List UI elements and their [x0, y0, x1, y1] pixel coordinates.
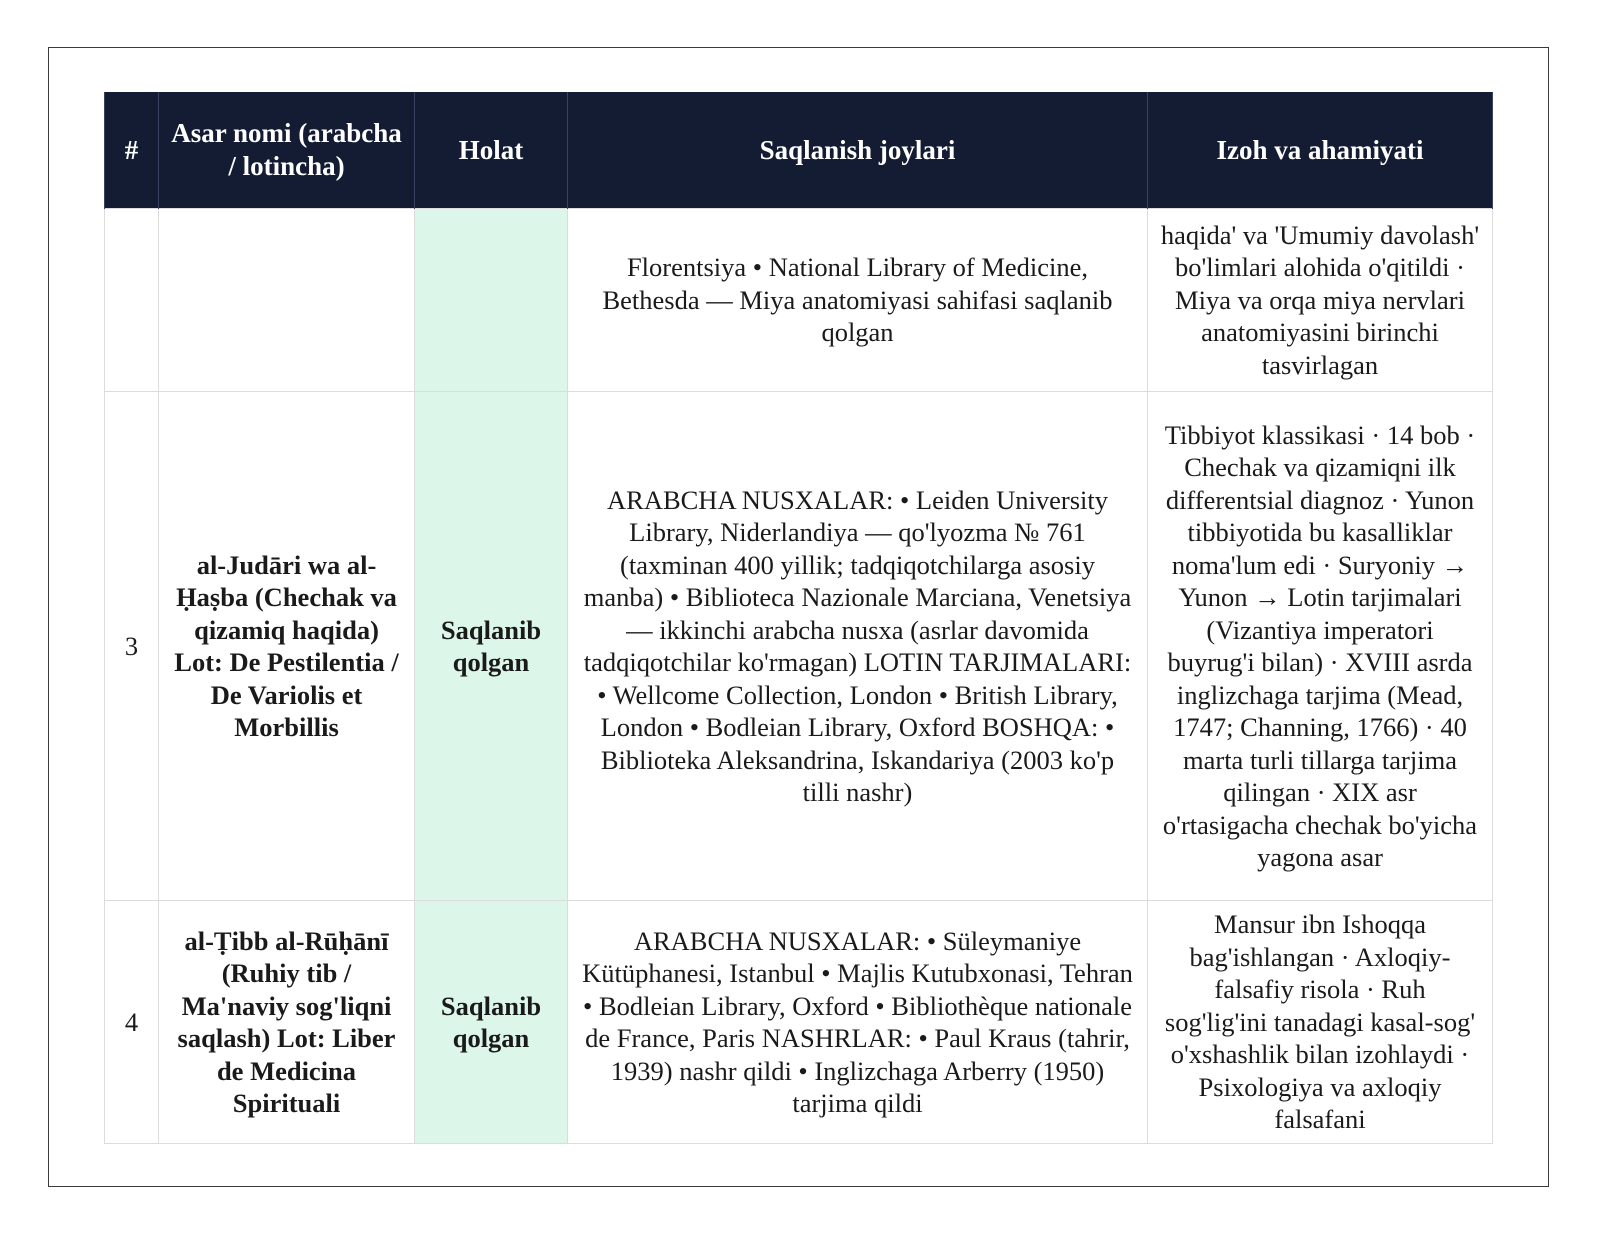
notes-cell: haqida' va 'Umumiy davolash' bo'limlari alohida o'qitildi · Miya va orqa miya nervlari anatomiyasini birinchi tasvirlagan	[1148, 209, 1493, 392]
header-locations: Saqlanish joylari	[568, 92, 1148, 209]
notes-cell: Mansur ibn Ishoqqa bag'ishlangan · Axloqiy-falsafiy risola · Ruh sog'lig'ini tanadagi kasal-sog' o'xshashlik bilan izohlaydi · Psixologiya va axloqiy falsafani	[1148, 901, 1493, 1144]
row-number: 3	[105, 392, 159, 901]
table-row	[105, 392, 1493, 901]
locations-cell: Florentsiya • National Library of Medicine, Bethesda — Miya anatomiyasi sahifasi saqlanib qolgan	[568, 209, 1148, 392]
manuscripts-table	[104, 92, 1493, 1144]
header-name: Asar nomi (arabcha / lotincha)	[159, 92, 415, 209]
work-title	[159, 209, 415, 392]
header-row	[105, 92, 1493, 209]
work-title: al-Ṭibb al-Rūḥānī (Ruhiy tib / Ma'naviy sog'liqni saqlash) Lot: Liber de Medicina Spirituali	[159, 901, 415, 1144]
header-notes: Izoh va ahamiyati	[1148, 92, 1493, 209]
row-number	[105, 209, 159, 392]
status-cell	[415, 209, 568, 392]
table-row	[105, 209, 1493, 392]
table-header	[105, 92, 1493, 209]
row-number: 4	[105, 901, 159, 1144]
locations-cell: ARABCHA NUSXALAR: • Süleymaniye Kütüphanesi, Istanbul • Majlis Kutubxonasi, Tehran • Bodleian Library, Oxford • Bibliothèque nationale de France, Paris NASHRLAR: • Paul Kraus (tahrir, 1939) nashr qildi • Inglizchaga Arberry (1950) tarjima qildi	[568, 901, 1148, 1144]
header-num: #	[105, 92, 159, 209]
notes-cell: Tibbiyot klassikasi · 14 bob · Chechak va qizamiqni ilk differentsial diagnoz · Yunon tibbiyotida bu kasalliklar noma'lum edi · Suryoniy → Yunon → Lotin tarjimalari (Vizantiya imperatori buyrug'i bilan) · XVIII asrda inglizchaga tarjima (Mead, 1747; Channing, 1766) · 40 marta turli tillarga tarjima qilingan · XIX asr o'rtasigacha chechak bo'yicha yagona asar	[1148, 392, 1493, 901]
locations-cell: ARABCHA NUSXALAR: • Leiden University Library, Niderlandiya — qo'lyozma № 761 (taxminan 400 yillik; tadqiqotchilarga asosiy manba) • Biblioteca Nazionale Marciana, Venetsiya — ikkinchi arabcha nusxa (asrlar davomida tadqiqotchilar ko'rmagan) LOTIN TARJIMALARI: • Wellcome Collection, London • British Library, London • Bodleian Library, Oxford BOSHQA: • Biblioteka Aleksandrina, Iskandariya (2003 ko'p tilli nashr)	[568, 392, 1148, 901]
header-status: Holat	[415, 92, 568, 209]
status-cell: Saqlanib qolgan	[415, 392, 568, 901]
table-body	[105, 209, 1493, 1144]
work-title: al-Judāri wa al-Ḥaṣba (Chechak va qizamiq haqida) Lot: De Pestilentia / De Variolis et Morbillis	[159, 392, 415, 901]
table-row	[105, 901, 1493, 1144]
page-frame	[48, 47, 1549, 1187]
status-cell: Saqlanib qolgan	[415, 901, 568, 1144]
